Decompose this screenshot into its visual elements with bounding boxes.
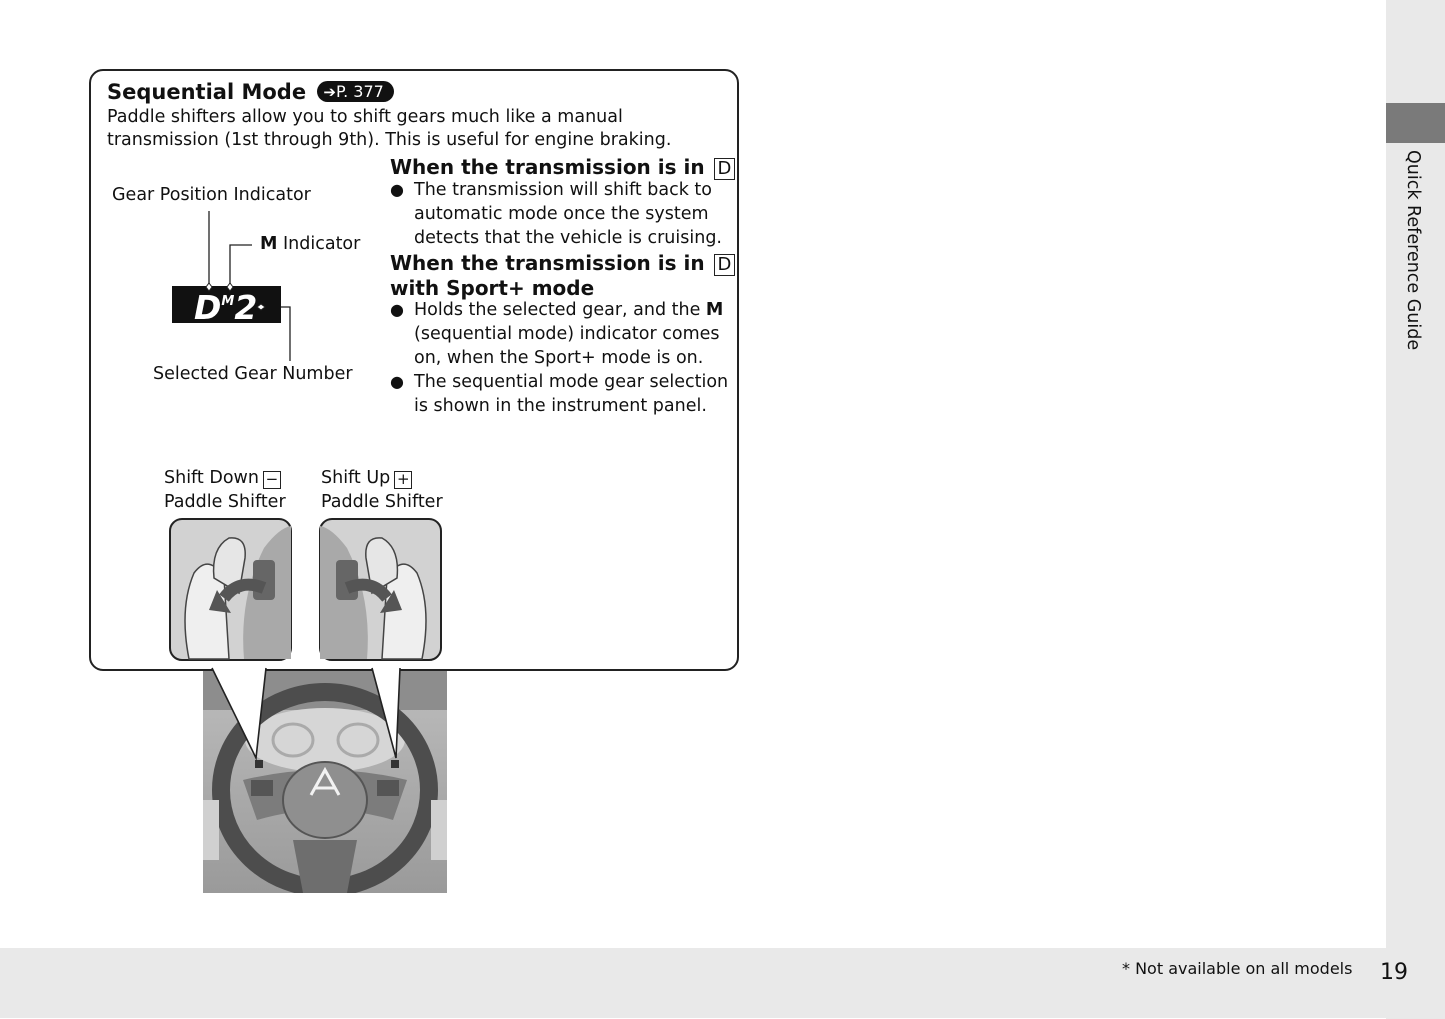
m-indicator-bold: M (260, 234, 278, 254)
list-item (390, 370, 735, 418)
page-reference-text: P. 377 (335, 82, 384, 101)
when-d-bullets (390, 178, 730, 250)
shift-down-paddle-text: Paddle Shifter (164, 492, 286, 512)
gear-position-label: Gear Position Indicator (112, 185, 311, 205)
bullet-text: The sequential mode gear selection is shown in the instrument panel. (414, 372, 729, 416)
when-d-sport-heading (390, 251, 735, 300)
readout-gear: D (194, 288, 222, 327)
list-item (390, 178, 730, 250)
bullet-icon: ● (390, 372, 404, 391)
bullet-text-post: (sequential mode) indicator comes on, when the Sport+ mode is on. (414, 324, 720, 368)
m-indicator-text: Indicator (283, 234, 361, 254)
footnote: * Not available on all models (1122, 959, 1353, 978)
bullet-icon: ● (390, 180, 404, 199)
bullet-text: The transmission will shift back to automatic mode once the system detects that the vehicle is cruising. (414, 180, 722, 248)
gear-d-box: D (714, 254, 736, 276)
bullet-text-pre: Holds the selected gear, and the (414, 300, 706, 320)
page-number: 19 (1380, 960, 1408, 985)
minus-icon: − (263, 471, 281, 489)
side-tab-label[interactable]: Quick Reference Guide (1403, 150, 1423, 351)
page-reference-link[interactable] (317, 81, 393, 102)
shift-down-label (164, 466, 286, 514)
when-d-heading (390, 155, 735, 180)
shift-up-text: Shift Up (321, 468, 391, 488)
gear-readout (194, 284, 257, 326)
arrow-right-icon: ➔ (323, 83, 336, 101)
when-d-heading-text: When the transmission is in (390, 155, 705, 179)
side-tab-marker (1386, 103, 1445, 143)
shift-up-label (321, 466, 443, 514)
shift-up-paddle-illustration (319, 518, 442, 661)
section-intro: Paddle shifters allow you to shift gears much like a manual transmission (1st through 9th). This is useful for engine braking. (107, 107, 672, 150)
readout-number: 2 (234, 288, 258, 327)
plus-icon: + (394, 471, 412, 489)
when-d-sport-heading-text: When the transmission is in (390, 251, 705, 275)
bullet-icon: ● (390, 300, 404, 319)
when-d-sport-bullets (390, 298, 735, 418)
readout-mode: M (221, 294, 235, 309)
when-d-sport-heading-line2: with Sport+ mode (390, 276, 595, 300)
shift-down-paddle-illustration (169, 518, 292, 661)
list-item (390, 298, 735, 370)
callout-pointers (200, 660, 460, 770)
shift-up-paddle-text: Paddle Shifter (321, 492, 443, 512)
shift-down-text: Shift Down (164, 468, 259, 488)
selected-gear-label: Selected Gear Number (153, 364, 353, 384)
section-title-text: Sequential Mode (107, 80, 307, 104)
bullet-text-bold: M (705, 300, 724, 320)
gear-d-box: D (714, 158, 736, 180)
section-title (107, 80, 394, 104)
